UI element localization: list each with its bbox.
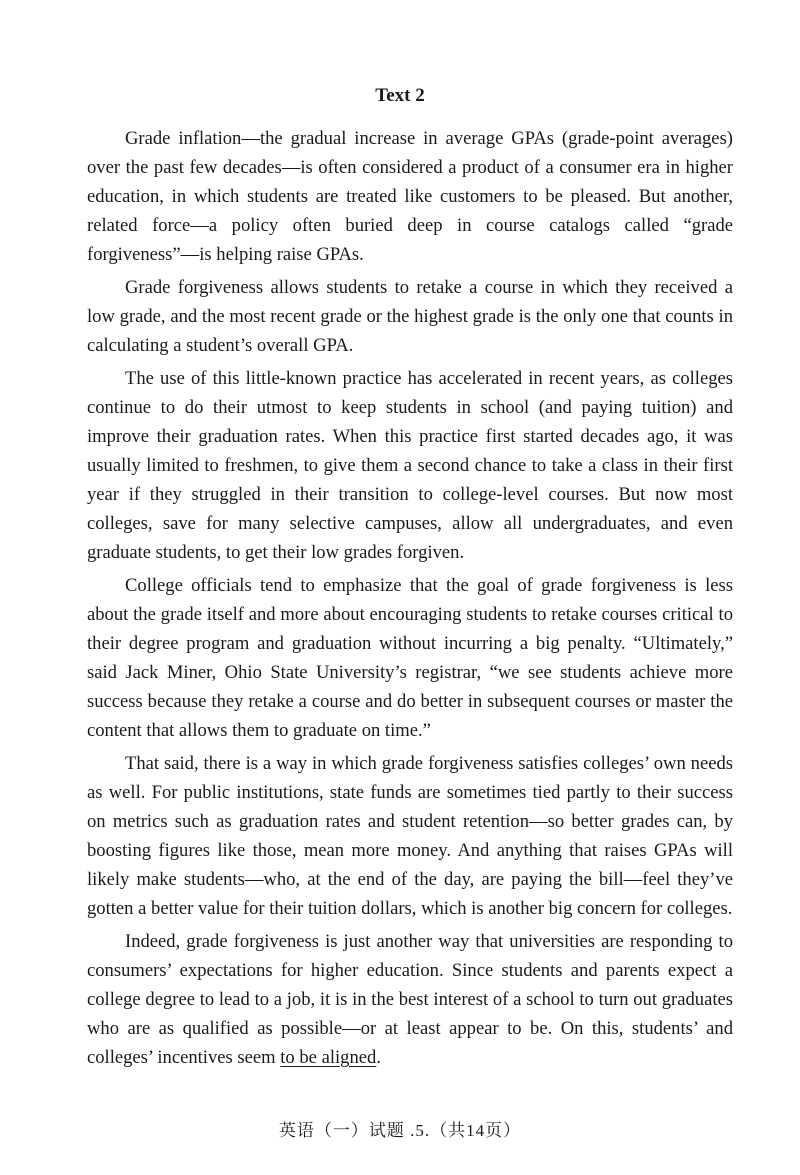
paragraph-5: That said, there is a way in which grade forgiveness satisfies colleges’ own needs as well. For public institutions, state funds are sometimes tied partly to their success on metrics such as graduation rates and student retention—so better grades can, by boosting figures like those, mean more money. And anything that raises GPAs will likely make students—who, at the end of the day, are paying the bill—feel they’ve gotten a better value for their tuition dollars, which is another big concern for colleges.: [87, 753, 733, 919]
paragraph-6-text: Indeed, grade forgiveness is just another way that universities are responding to consumers’ expectations for higher education. Since students and parents expect a college degree to lead to a job, it is in the best interest of a school to turn out graduates who are as qualified as possible—or at least appear to be. On this, students’ and colleges’ incentives seem: [87, 931, 733, 1068]
paragraph-3: The use of this little-known practice has accelerated in recent years, as colleges continue to do their utmost to keep students in school (and paying tuition) and improve their graduation rates. When this practice first started decades ago, it was usually limited to freshmen, to give them a second chance to take a class in their first year if they struggled in their transition to college-level courses. But now most colleges, save for many selective campuses, allow all undergraduates, and even graduate students, to get their low grades forgiven.: [87, 368, 733, 563]
section-title: Text 2: [375, 85, 425, 106]
paragraph-6-end: .: [376, 1047, 381, 1068]
paragraph-1: Grade inflation—the gradual increase in average GPAs (grade-point averages) over the past few decades—is often considered a product of a consumer era in higher education, in which students are treated like customers to be pleased. But another, related force—a policy often buried deep in course catalogs called “grade forgiveness”—is helping raise GPAs.: [87, 128, 733, 265]
page-footer: 英语（一）试题 .5.（共14页）: [278, 1121, 522, 1140]
paragraph-4: College officials tend to emphasize that the goal of grade forgiveness is less about the grade itself and more about encouraging students to retake courses critical to their degree program and graduation without incurring a big penalty. “Ultimately,” said Jack Miner, Ohio State University’s registrar, “we see students achieve more success because they retake a course and do better in subsequent courses or master the content that allows them to graduate on time.”: [87, 575, 733, 741]
underlined-phrase: to be aligned: [280, 1047, 377, 1068]
paragraph-6: [87, 927, 733, 1072]
paragraph-2: Grade forgiveness allows students to retake a course in which they received a low grade, and the most recent grade or the highest grade is the only one that counts in calculating a student’s overall GPA.: [87, 277, 733, 356]
passage-body: [87, 124, 733, 1076]
